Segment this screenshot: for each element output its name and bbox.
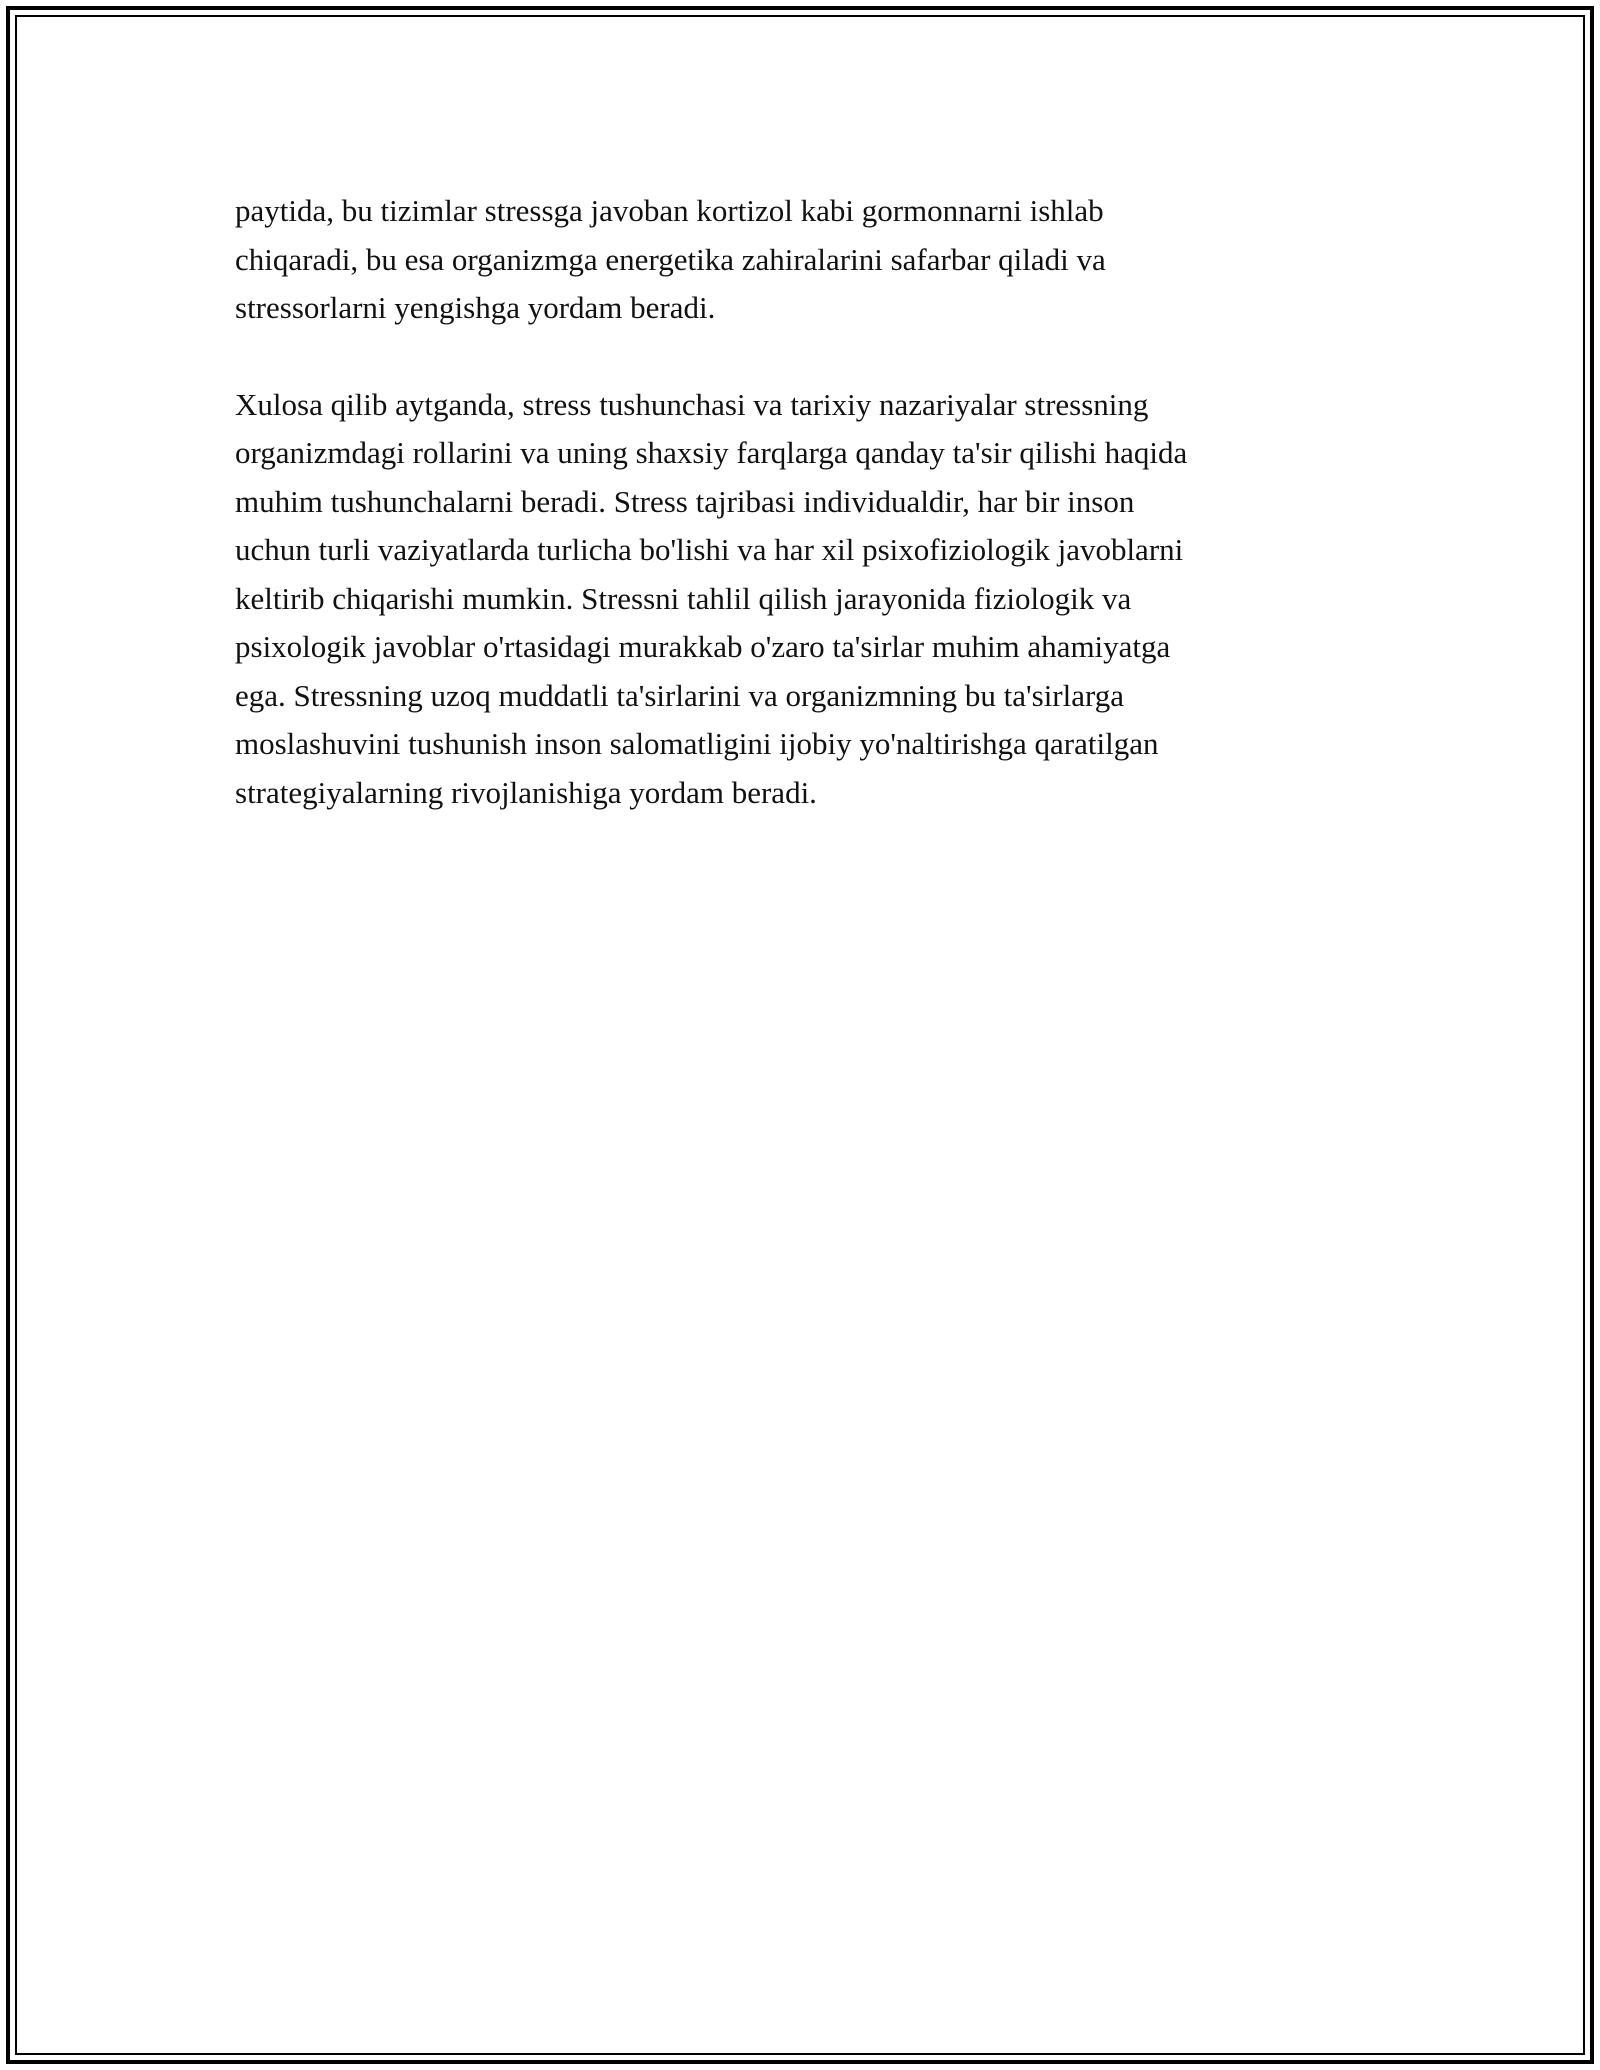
paragraph-conclusion: Xulosa qilib aytganda, stress tushunchasi va tarixiy nazariyalar stressning organizmdagi rollarini va uning shaxsiy farqlarga qanday ta'sir qilishi haqida muhim tushunchalarni beradi. Stress tajribasi individualdir, har bir inson uchun turli vaziyatlarda turlicha bo'lishi va har xil psixofiziologik javoblarni keltirib chiqarishi mumkin. Stressni tahlil qilish jarayonida fiziologik va psixologik javoblar o'rtasidagi murakkab o'zaro ta'sirlar muhim ahamiyatga ega. Stressning uzoq muddatli ta'sirlarini va organizmning bu ta'sirlarga moslashuvini tushunish inson salomatligini ijobiy yo'naltirishga qaratilgan strategiyalarning rivojlanishiga yordam beradi. <box>235 386 1188 810</box>
paragraph-continuation: paytida, bu tizimlar stressga javoban kortizol kabi gormonnarni ishlab chiqaradi, bu esa organizmga energetika zahiralarini safarbar qiladi va stressorlarni yengishga yordam beradi. <box>235 193 1106 325</box>
document-body <box>235 187 1375 817</box>
